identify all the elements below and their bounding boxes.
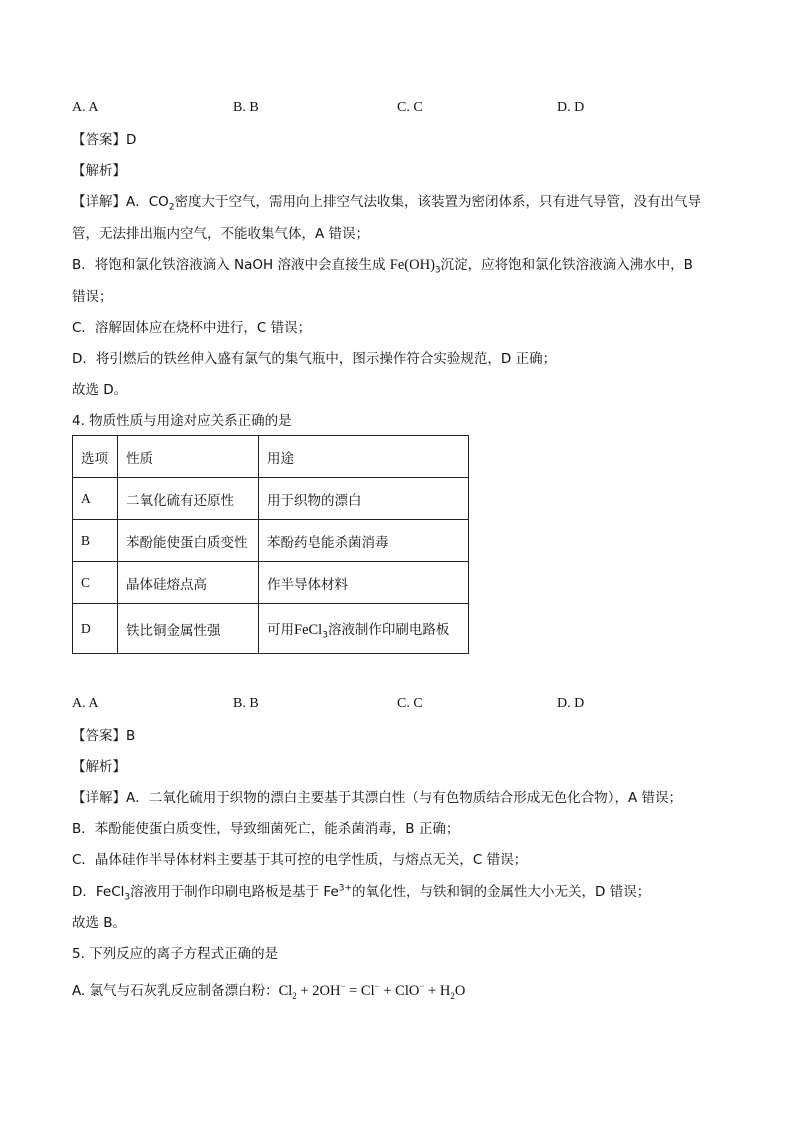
q5-stem: 5. 下列反应的离子方程式正确的是 [72, 946, 279, 962]
table-header-property: 性质 [118, 436, 259, 478]
table-cell: 苯酚能使蛋白质变性 [118, 520, 259, 562]
table-header-row [73, 436, 469, 478]
q4-stem: 4. 物质性质与用途对应关系正确的是 [72, 413, 292, 429]
q5-option-a-equation: $Cl_2 + 2OH^- = Cl^- + ClO^- + H_2O$ [278, 981, 466, 1001]
q3-detail-c: C．溶解固体应在烧杯中进行，C 错误； [72, 320, 312, 336]
q3-detail-b: B．将饱和氯化铁溶液滴入 NaOH 溶液中会直接生成 $Fe(OH)_3$沉淀，应将饱和氯化铁溶液滴入沸水中，B [72, 257, 693, 276]
q4-option-d: D. D [557, 696, 585, 711]
q3-analysis-label: 【解析】 [72, 163, 126, 179]
q4-detail-a: 【详解】A．二氧化硫用于织物的漂白主要基于其漂白性（与有色物质结合形成无色化合物），A 错误； [72, 790, 683, 806]
q5-option-a: A. 氯气与石灰乳反应制备漂白粉：$Cl_2 + 2OH^- = Cl^- + ClO^- + H_2O$ [72, 981, 466, 1001]
q4-detail-d: D．FeCl$_3$溶液用于制作印刷电路板是基于 $Fe^{3+}$的氧化性，与铁和铜的金属性大小无关，D 错误； [72, 883, 651, 903]
table-cell: 用于织物的漂白 [259, 478, 469, 520]
table-header-use: 用途 [259, 436, 469, 478]
q3-detail-b-cont: 错误； [72, 289, 113, 305]
table-cell: 苯酚药皂能杀菌消毒 [259, 520, 469, 562]
q3-option-a: A. A [72, 100, 99, 115]
q4-conclusion: 故选 B。 [72, 915, 127, 931]
q3-detail-d: D．将引燃后的铁丝伸入盛有氯气的集气瓶中，图示操作符合实验规范，D 正确； [72, 351, 557, 367]
q4-option-a: A. A [72, 696, 99, 711]
q4-detail-c: C．晶体硅作半导体材料主要基于其可控的电学性质，与熔点无关，C 错误； [72, 852, 528, 868]
q3-option-d: D. D [557, 100, 585, 115]
table-cell: 晶体硅熔点高 [118, 562, 259, 604]
q3-detail-a: 【详解】A．$CO_2$密度大于空气，需用向上排空气法收集，该装置为密闭体系，只有进气导管，没有出气导 [72, 194, 702, 213]
q3-option-b: B. B [233, 100, 259, 115]
table-cell: B [73, 520, 118, 562]
table-row [73, 604, 469, 654]
q3-conclusion: 故选 D。 [72, 382, 128, 398]
table-cell: 铁比铜金属性强 [118, 604, 259, 654]
table-cell: D [73, 604, 118, 654]
q4-option-c: C. C [397, 696, 423, 711]
table-row [73, 562, 469, 604]
q4-property-table [72, 435, 469, 654]
table-cell: A [73, 478, 118, 520]
table-cell: 二氧化硫有还原性 [118, 478, 259, 520]
q3-detail-a-cont: 管，无法排出瓶内空气，不能收集气体，A 错误； [72, 226, 370, 242]
table-cell: C [73, 562, 118, 604]
q4-option-b: B. B [233, 696, 259, 711]
table-cell-fecl3-use: 可用FeCl$_3$溶液制作印刷电路板 [259, 604, 469, 654]
q4-answer: 【答案】B [72, 728, 136, 744]
q4-detail-b: B．苯酚能使蛋白质变性，导致细菌死亡，能杀菌消毒，B 正确； [72, 821, 460, 837]
q3-option-c: C. C [397, 100, 423, 115]
q4-analysis-label: 【解析】 [72, 759, 126, 775]
table-header-option: 选项 [73, 436, 118, 478]
table-row [73, 478, 469, 520]
table-row [73, 520, 469, 562]
q3-answer: 【答案】D [72, 132, 137, 148]
table-cell: 作半导体材料 [259, 562, 469, 604]
